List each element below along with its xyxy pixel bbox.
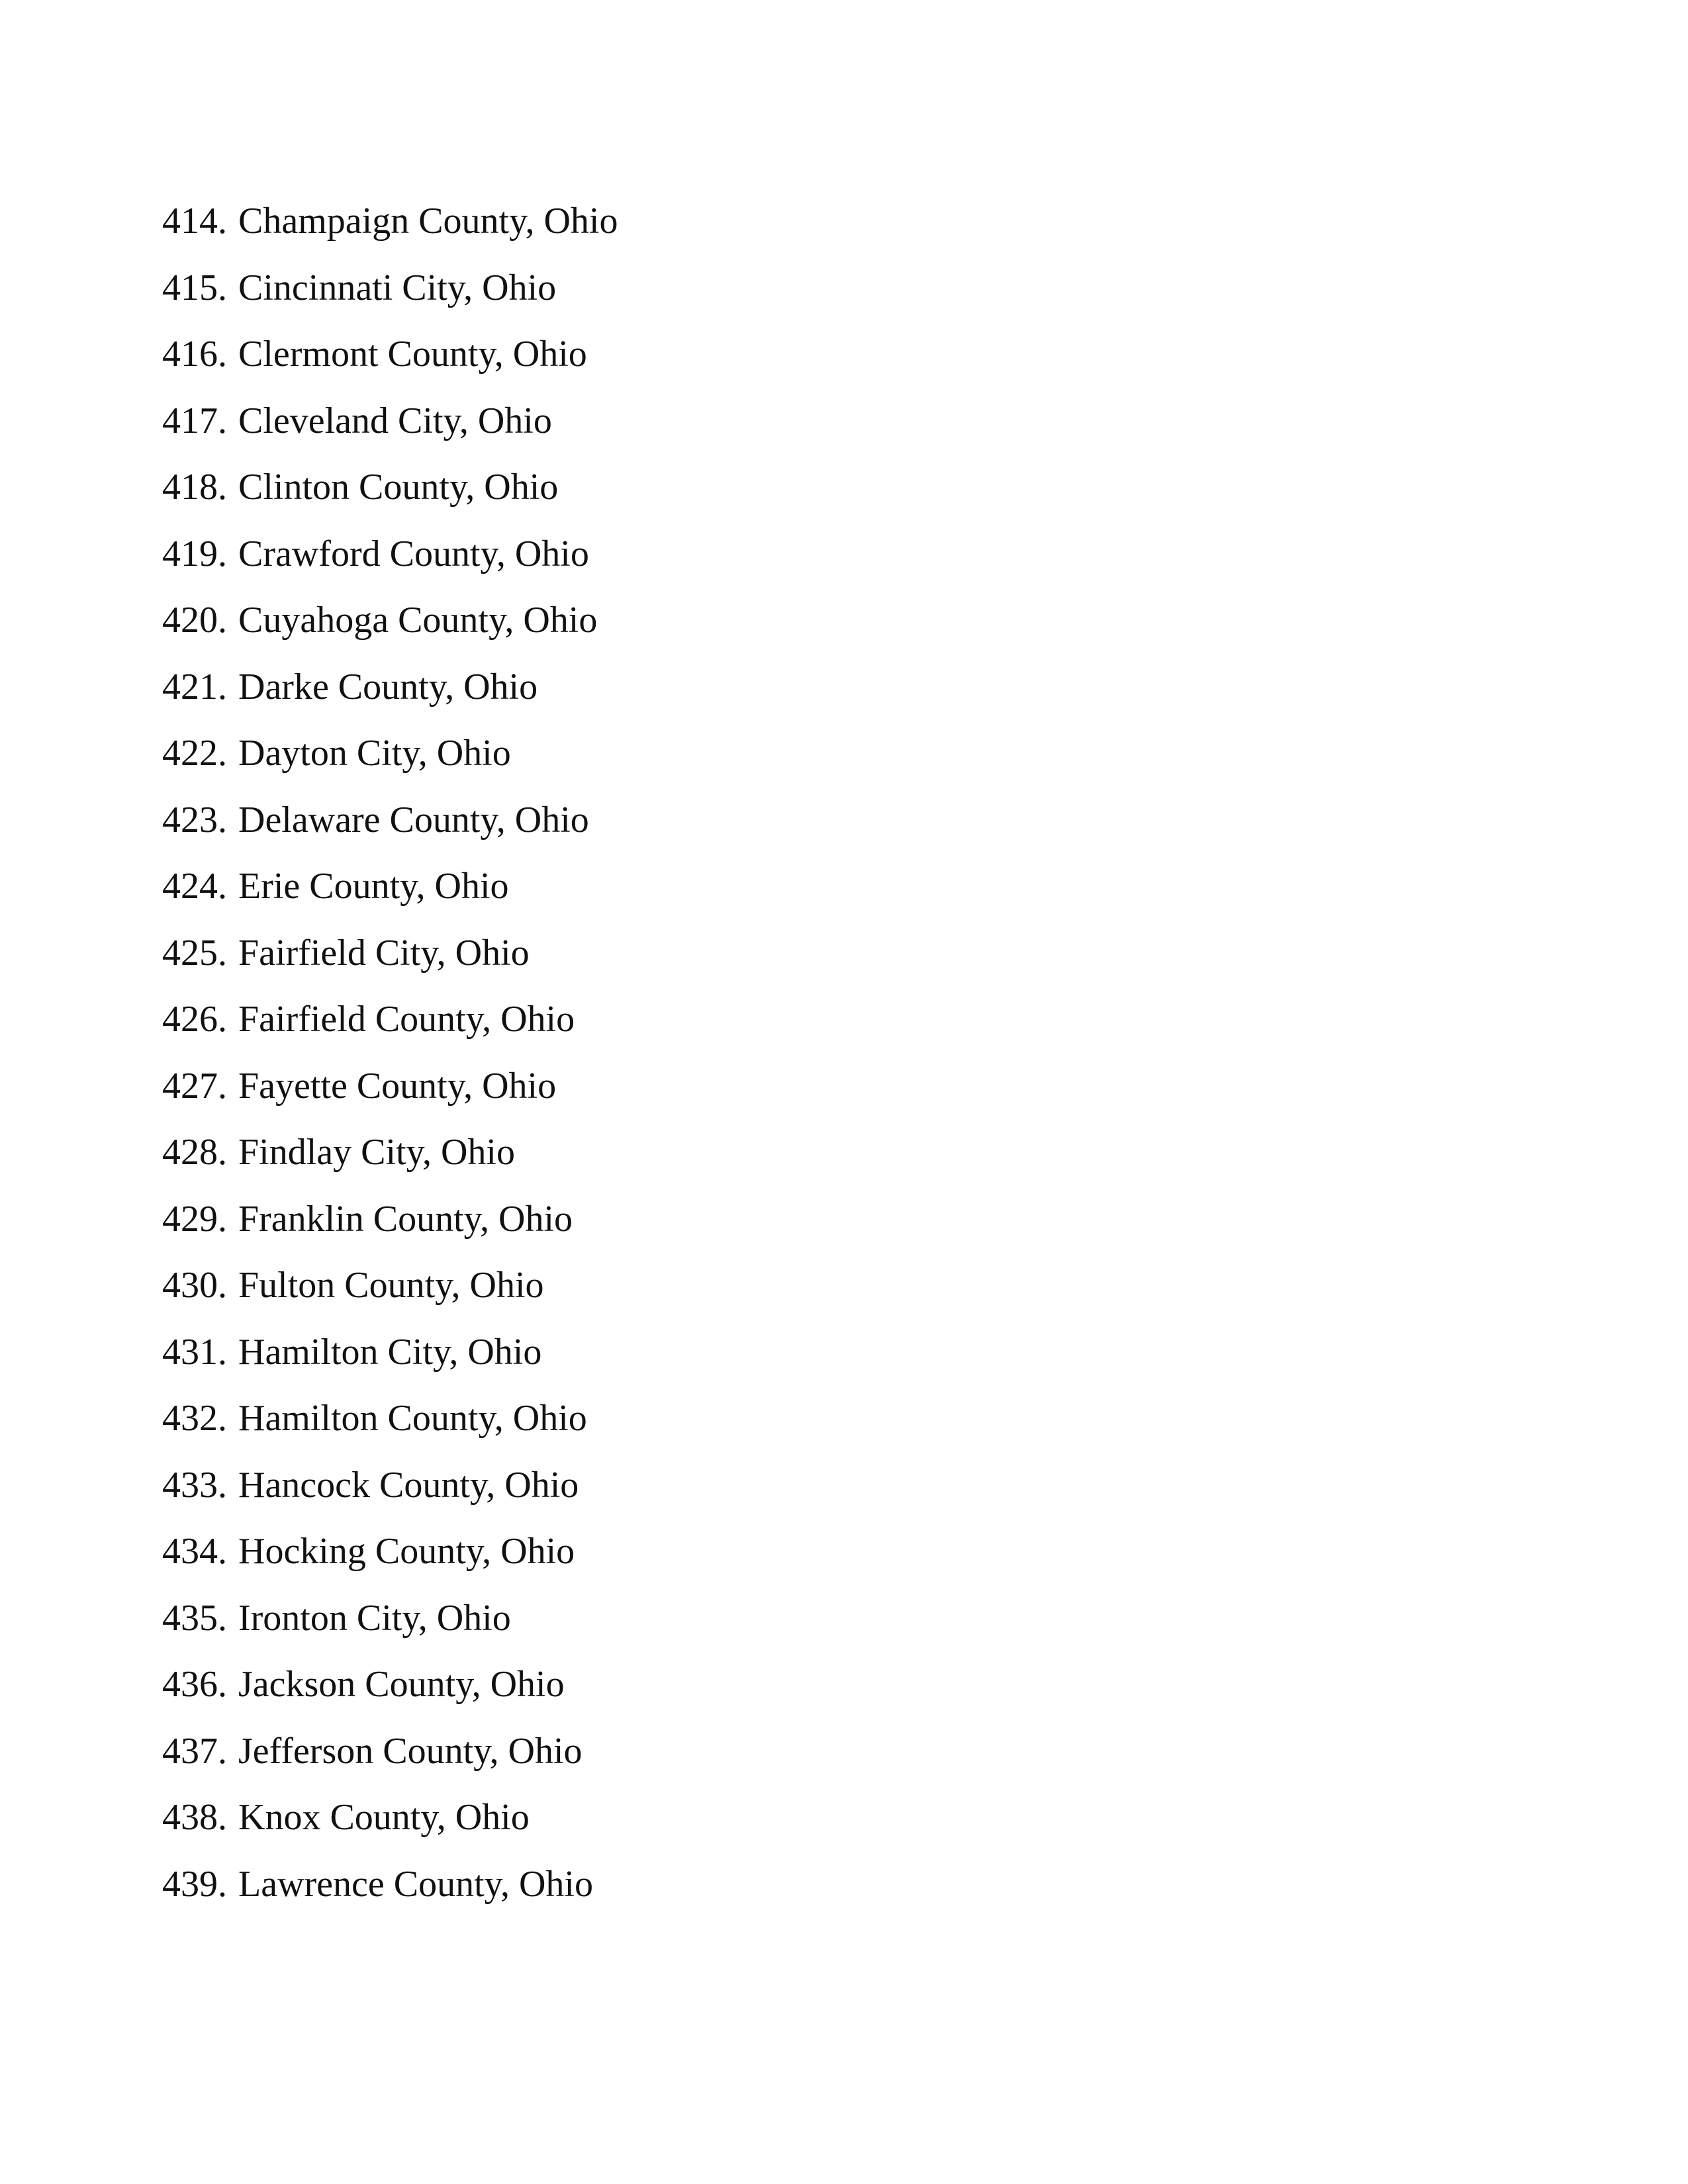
item-label: Clinton County, Ohio: [238, 467, 559, 508]
item-label: Delaware County, Ohio: [238, 799, 589, 841]
item-number: 426.: [162, 999, 227, 1040]
item-label: Crawford County, Ohio: [238, 533, 589, 574]
item-label: Cincinnati City, Ohio: [238, 267, 557, 308]
item-label: Ironton City, Ohio: [238, 1597, 511, 1639]
list-item: [162, 591, 618, 658]
item-label: Knox County, Ohio: [238, 1797, 530, 1838]
list-item: [162, 1323, 618, 1390]
item-label: Darke County, Ohio: [238, 666, 538, 707]
list-item: [162, 791, 618, 858]
item-label: Fayette County, Ohio: [238, 1065, 557, 1107]
item-label: Hocking County, Ohio: [238, 1531, 575, 1572]
item-number: 421.: [162, 666, 227, 707]
list-item: [162, 1057, 618, 1124]
item-number: 418.: [162, 467, 227, 508]
item-label: Dayton City, Ohio: [238, 733, 511, 774]
list-item: [162, 1190, 618, 1257]
item-number: 431.: [162, 1331, 227, 1373]
list-item: [162, 325, 618, 392]
item-label: Findlay City, Ohio: [238, 1132, 515, 1173]
item-number: 432.: [162, 1398, 227, 1439]
item-label: Fairfield City, Ohio: [238, 932, 530, 974]
item-label: Clermont County, Ohio: [238, 334, 587, 375]
item-number: 433.: [162, 1464, 227, 1506]
item-number: 417.: [162, 400, 227, 441]
item-number: 437.: [162, 1730, 227, 1772]
item-number: 419.: [162, 533, 227, 574]
item-number: 420.: [162, 600, 227, 641]
list-item: [162, 1456, 618, 1523]
list-item: [162, 1389, 618, 1456]
item-label: Cleveland City, Ohio: [238, 400, 552, 441]
item-label: Cuyahoga County, Ohio: [238, 600, 598, 641]
item-label: Hamilton County, Ohio: [238, 1398, 587, 1439]
item-number: 439.: [162, 1863, 227, 1905]
item-number: 414.: [162, 201, 227, 242]
item-label: Jefferson County, Ohio: [238, 1730, 583, 1772]
item-number: 415.: [162, 267, 227, 308]
list-item: [162, 857, 618, 924]
list-item: [162, 1788, 618, 1855]
item-number: 425.: [162, 932, 227, 974]
list-item: [162, 1256, 618, 1323]
list-item: [162, 1855, 618, 1922]
list-item: [162, 724, 618, 791]
numbered-list: [162, 192, 618, 1921]
item-number: 422.: [162, 733, 227, 774]
list-item: [162, 392, 618, 459]
item-label: Jackson County, Ohio: [238, 1664, 565, 1705]
item-number: 430.: [162, 1265, 227, 1306]
item-number: 424.: [162, 866, 227, 907]
list-item: [162, 1522, 618, 1589]
list-item: [162, 259, 618, 326]
list-item: [162, 990, 618, 1057]
item-label: Erie County, Ohio: [238, 866, 509, 907]
list-item: [162, 924, 618, 991]
list-item: [162, 192, 618, 259]
item-label: Champaign County, Ohio: [238, 201, 618, 242]
item-number: 438.: [162, 1797, 227, 1838]
item-number: 434.: [162, 1531, 227, 1572]
list-item: [162, 1655, 618, 1722]
item-label: Franklin County, Ohio: [238, 1198, 573, 1240]
item-number: 436.: [162, 1664, 227, 1705]
list-item: [162, 458, 618, 525]
item-number: 416.: [162, 334, 227, 375]
item-label: Fulton County, Ohio: [238, 1265, 544, 1306]
item-label: Lawrence County, Ohio: [238, 1863, 593, 1905]
item-label: Hancock County, Ohio: [238, 1464, 579, 1506]
item-number: 429.: [162, 1198, 227, 1240]
list-item: [162, 1589, 618, 1656]
list-item: [162, 1722, 618, 1789]
item-number: 427.: [162, 1065, 227, 1107]
list-item: [162, 658, 618, 725]
list-item: [162, 525, 618, 592]
list-item: [162, 1123, 618, 1190]
item-number: 435.: [162, 1597, 227, 1639]
item-number: 423.: [162, 799, 227, 841]
item-label: Fairfield County, Ohio: [238, 999, 575, 1040]
item-number: 428.: [162, 1132, 227, 1173]
item-label: Hamilton City, Ohio: [238, 1331, 542, 1373]
